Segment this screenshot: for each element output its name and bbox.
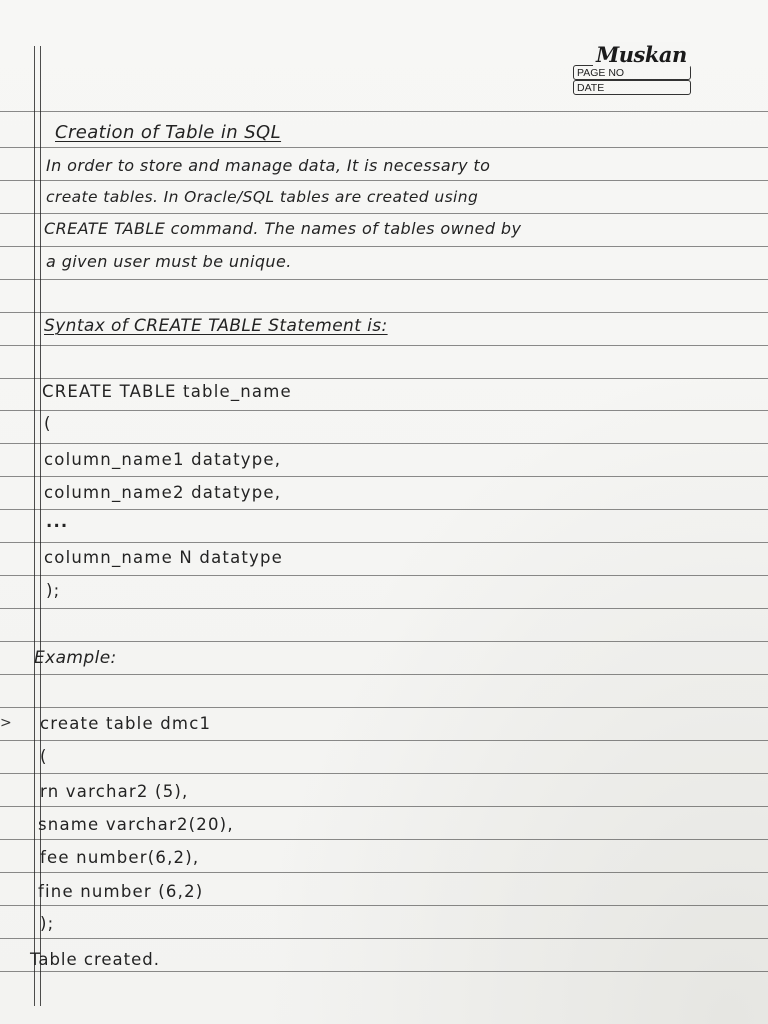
ruled-line bbox=[0, 279, 768, 280]
ruled-line bbox=[0, 111, 768, 112]
syntax-line-4: column_name2 datatype, bbox=[44, 483, 282, 502]
page-no-field bbox=[573, 65, 691, 80]
ruled-line bbox=[0, 147, 768, 148]
syntax-line-5: ... bbox=[46, 512, 69, 531]
example-line-4: sname varchar2(20), bbox=[38, 815, 234, 834]
margin-line bbox=[34, 46, 35, 1006]
ruled-line bbox=[0, 410, 768, 411]
ruled-line bbox=[0, 773, 768, 774]
syntax-line-6: column_name N datatype bbox=[44, 548, 284, 567]
ruled-line bbox=[0, 180, 768, 181]
example-line-1: create table dmc1 bbox=[40, 714, 212, 733]
ruled-line bbox=[0, 806, 768, 807]
ruled-line bbox=[0, 443, 768, 444]
ruled-line bbox=[0, 971, 768, 972]
ruled-line bbox=[0, 608, 768, 609]
page-header-box bbox=[573, 42, 693, 95]
ruled-line bbox=[0, 938, 768, 939]
syntax-line-3: column_name1 datatype, bbox=[44, 450, 282, 469]
intro-line-2: create tables. In Oracle/SQL tables are created using bbox=[46, 188, 479, 206]
example-line-7: ); bbox=[40, 914, 55, 933]
brand-logo: Muskan bbox=[593, 42, 690, 67]
result-text: Table created. bbox=[30, 950, 161, 969]
ruled-line bbox=[0, 246, 768, 247]
ruled-line bbox=[0, 345, 768, 346]
date-label: DATE bbox=[577, 82, 605, 94]
syntax-line-1: CREATE TABLE table_name bbox=[42, 382, 292, 401]
syntax-line-2: ( bbox=[44, 414, 52, 433]
ruled-line bbox=[0, 213, 768, 214]
syntax-heading: Syntax of CREATE TABLE Statement is: bbox=[44, 316, 388, 336]
intro-line-4: a given user must be unique. bbox=[46, 252, 292, 271]
example-line-2: ( bbox=[40, 747, 48, 766]
ruled-line bbox=[0, 641, 768, 642]
arrow-mark: > bbox=[0, 715, 12, 731]
page-no-label: PAGE NO bbox=[577, 67, 625, 79]
ruled-line bbox=[0, 674, 768, 675]
ruled-line bbox=[0, 839, 768, 840]
ruled-line bbox=[0, 476, 768, 477]
intro-line-3: CREATE TABLE command. The names of tables owned by bbox=[44, 219, 522, 238]
example-line-5: fee number(6,2), bbox=[40, 848, 200, 867]
syntax-line-7: ); bbox=[46, 581, 61, 600]
page-title: Creation of Table in SQL bbox=[55, 122, 282, 143]
ruled-line bbox=[0, 378, 768, 379]
ruled-line bbox=[0, 872, 768, 873]
date-field bbox=[573, 80, 691, 95]
example-line-6: fine number (6,2) bbox=[38, 882, 204, 901]
ruled-line bbox=[0, 312, 768, 313]
intro-line-1: In order to store and manage data, It is necessary to bbox=[46, 156, 491, 175]
ruled-line bbox=[0, 905, 768, 906]
ruled-line bbox=[0, 707, 768, 708]
example-heading: Example: bbox=[34, 648, 117, 668]
ruled-line bbox=[0, 740, 768, 741]
ruled-line bbox=[0, 542, 768, 543]
ruled-line bbox=[0, 509, 768, 510]
example-line-3: rn varchar2 (5), bbox=[40, 782, 189, 801]
ruled-line bbox=[0, 575, 768, 576]
